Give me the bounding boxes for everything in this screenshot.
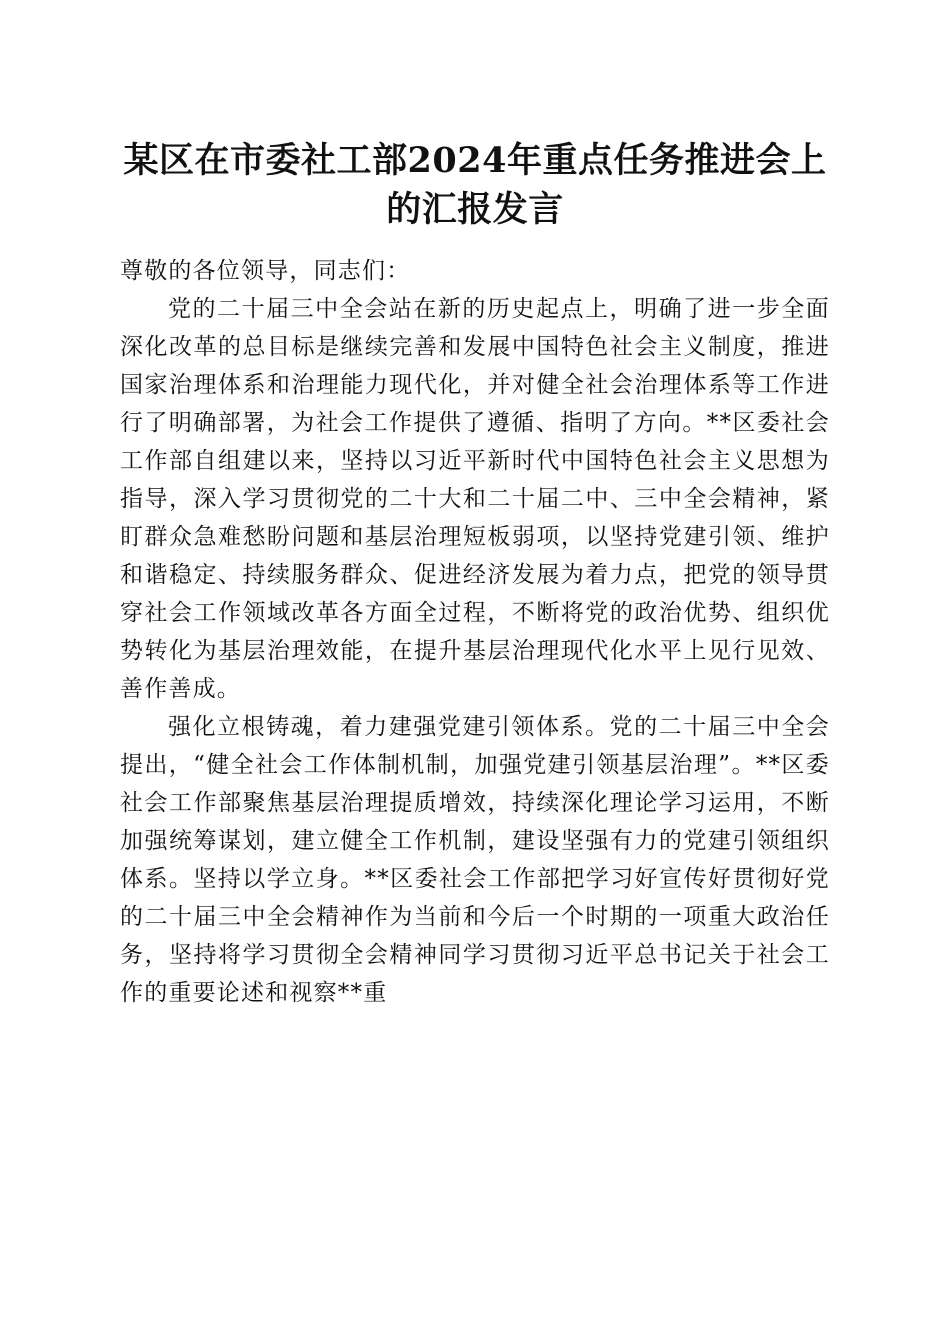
paragraph-1: 党的二十届三中全会站在新的历史起点上，明确了进一步全面深化改革的总目标是继续完善和发展中国特色社会主义制度，推进国家治理体系和治理能力现代化，并对健全社会治理体系等工作进行了明确部署，为社会工作提供了遵循、指明了方向。**区委社会工作部自组建以来，坚持以习近平新时代中国特色社会主义思想为指导，深入学习贯彻党的二十大和二十届二中、三中全会精神，紧盯群众急难愁盼问题和基层治理短板弱项，以坚持党建引领、维护和谐稳定、持续服务群众、促进经济发展为着力点，把党的领导贯穿社会工作领域改革各方面全过程，不断将党的政治优势、组织优势转化为基层治理效能，在提升基层治理现代化水平上见行见效、善作善成。 xyxy=(120,296,830,702)
document-title: 某区在市委社工部2024年重点任务推进会上的汇报发言 xyxy=(123,140,827,230)
document-body xyxy=(120,252,830,1012)
paragraph-2: 强化立根铸魂，着力建强党建引领体系。党的二十届三中全会提出，“健全社会工作体制机制，加强党建引领基层治理”。**区委社会工作部聚焦基层治理提质增效，持续深化理论学习运用，不断加强统筹谋划，建立健全工作机制，建设坚强有力的党建引领组织体系。坚持以学立身。**区委社会工作部把学习好宣传好贯彻好党的二十届三中全会精神作为当前和今后一个时期的一项重大政治任务，坚持将学习贯彻全会精神同学习贯彻习近平总书记关于社会工作的重要论述和视察**重 xyxy=(120,714,830,1006)
salutation: 尊敬的各位领导，同志们： xyxy=(120,258,411,284)
